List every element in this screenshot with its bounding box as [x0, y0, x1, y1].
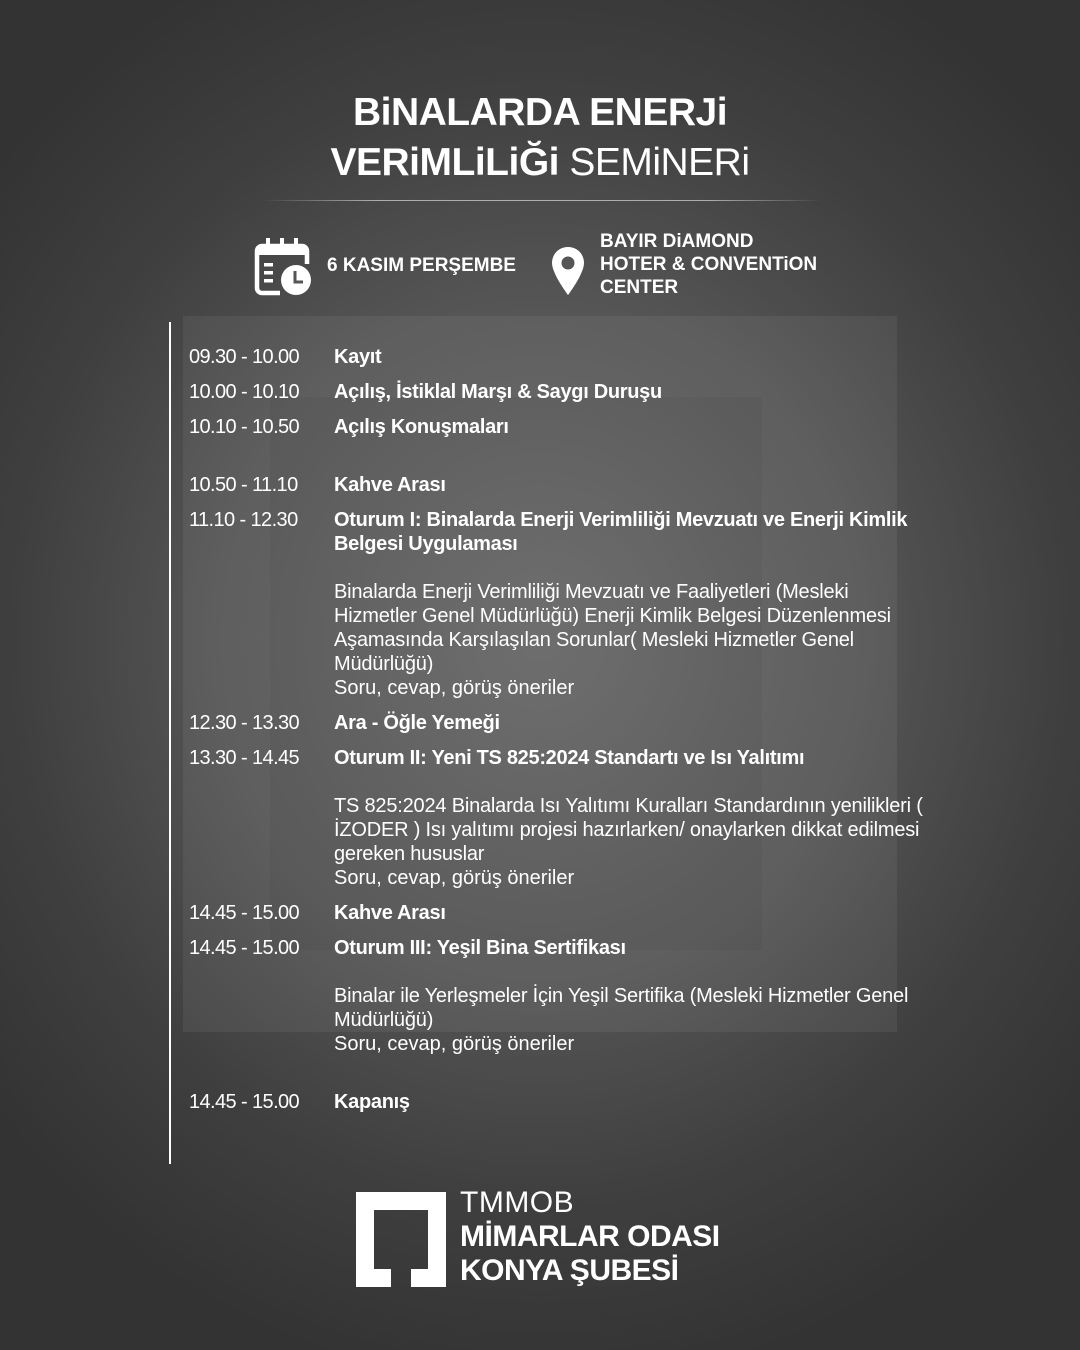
schedule-title: Kapanış	[334, 1091, 410, 1113]
schedule-title: Oturum III: Yeşil Bina Sertifikası	[334, 937, 626, 959]
schedule-vertical-line	[169, 322, 171, 1164]
event-venue	[600, 230, 817, 299]
schedule-title: Açılış, İstiklal Marşı & Saygı Duruşu	[334, 381, 662, 403]
venue-line: CENTER	[600, 277, 679, 298]
schedule-row	[189, 380, 929, 404]
schedule-row	[189, 415, 929, 439]
schedule-title: Oturum I: Binalarda Enerji Verimliliği Mevzuatı ve Enerji Kimlik Belgesi Uygulaması	[334, 509, 908, 555]
schedule-time: 14.45 - 15.00	[189, 902, 300, 924]
org-line-1: TMMOB	[460, 1186, 575, 1219]
schedule-description: Binalarda Enerji Verimliliği Mevzuatı ve Faaliyetleri (Mesleki Hizmetler Genel Müdürlüğü) Enerji Kimlik Belgesi Düzenlenmesi Aşamasında Karşılaşılan Sorunlar( Mesleki Hizmetler Genel Müdürlüğü)	[334, 581, 891, 675]
schedule-note: Soru, cevap, görüş öneriler	[334, 1033, 575, 1055]
schedule-row	[189, 508, 929, 700]
organization-logo	[356, 1186, 776, 1292]
schedule-title: Kahve Arası	[334, 902, 446, 924]
schedule-time: 12.30 - 13.30	[189, 712, 300, 734]
org-line-2: MİMARLAR ODASI	[460, 1220, 720, 1253]
venue-line: HOTER & CONVENTiON	[600, 254, 818, 275]
schedule-row	[189, 473, 929, 497]
title-line-2-light: SEMiNERi	[569, 141, 750, 184]
venue-line: BAYIR DiAMOND	[600, 231, 754, 252]
title-line-1: BiNALARDA ENERJi	[352, 91, 728, 134]
schedule-title: Açılış Konuşmaları	[334, 416, 509, 438]
schedule-time: 09.30 - 10.00	[189, 346, 300, 368]
title-line-2-bold: VERiMLiLiĞi	[330, 141, 559, 184]
schedule-row	[189, 1090, 929, 1114]
schedule-row	[189, 901, 929, 925]
schedule-time: 13.30 - 14.45	[189, 747, 300, 769]
schedule-description: TS 825:2024 Binalarda Isı Yalıtımı Kuralları Standardının yenilikleri ( İZODER ) Isı yalıtımı projesi hazırlarken/ onaylarken dikkat edilmesi gereken hususlar	[334, 795, 923, 865]
schedule-row	[189, 746, 929, 890]
calendar-clock-icon	[254, 236, 314, 296]
schedule-time: 11.10 - 12.30	[189, 509, 298, 531]
schedule-row	[189, 936, 929, 1056]
organization-name	[460, 1186, 720, 1288]
schedule-title: Ara - Öğle Yemeği	[334, 712, 500, 734]
schedule-title: Kahve Arası	[334, 474, 446, 496]
schedule-time: 10.00 - 10.10	[189, 381, 300, 403]
schedule-title: Oturum II: Yeni TS 825:2024 Standartı ve Isı Yalıtımı	[334, 747, 805, 769]
schedule-row	[189, 711, 929, 735]
schedule-time: 14.45 - 15.00	[189, 1091, 300, 1113]
title-divider	[262, 200, 822, 201]
org-line-3: KONYA ŞUBESİ	[460, 1254, 679, 1287]
event-date: 6 KASIM PERŞEMBE	[327, 255, 516, 276]
title-line-2	[0, 138, 1080, 188]
schedule-note: Soru, cevap, görüş öneriler	[334, 677, 575, 699]
schedule-time: 10.10 - 10.50	[189, 416, 300, 438]
schedule-time: 10.50 - 11.10	[189, 474, 298, 496]
event-info	[0, 230, 1080, 300]
schedule-list	[189, 345, 929, 1125]
schedule-row	[189, 345, 929, 369]
mimarlar-odasi-bracket-icon	[356, 1192, 446, 1287]
schedule-title: Kayıt	[334, 346, 382, 368]
schedule-note: Soru, cevap, görüş öneriler	[334, 867, 575, 889]
schedule-time: 14.45 - 15.00	[189, 937, 300, 959]
page-title	[0, 88, 1080, 188]
schedule-description: Binalar ile Yerleşmeler İçin Yeşil Sertifika (Mesleki Hizmetler Genel Müdürlüğü)	[334, 985, 909, 1031]
map-pin-icon	[551, 246, 585, 296]
